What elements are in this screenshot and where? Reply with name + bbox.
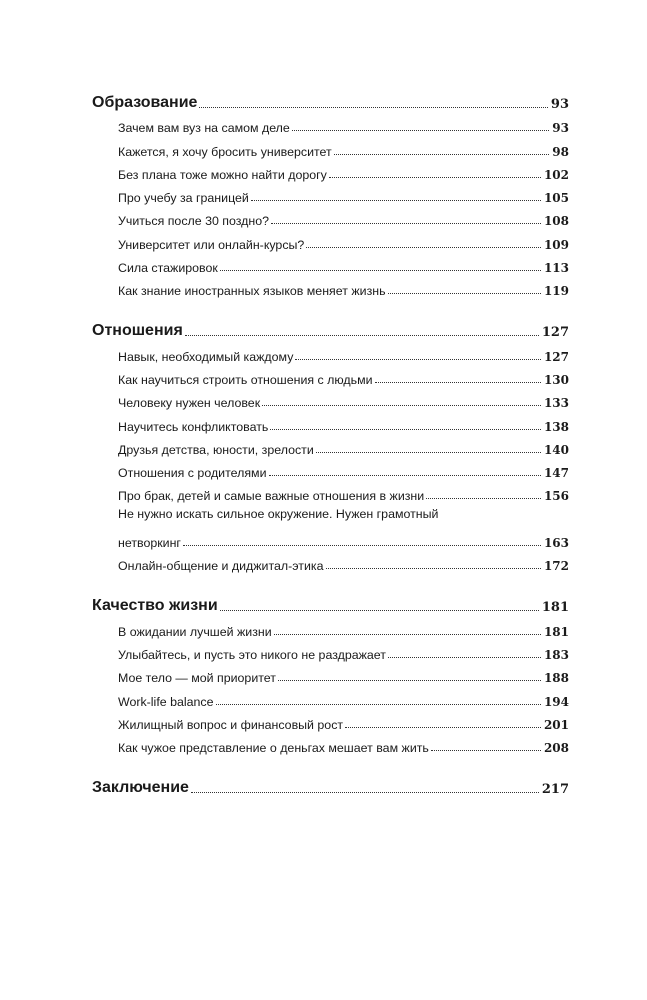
page-number: 181 (543, 624, 569, 639)
page-number: 217 (541, 782, 569, 798)
toc-entry[interactable] (118, 615, 569, 638)
dot-leader (431, 750, 541, 751)
toc-entry[interactable] (118, 182, 569, 205)
toc-entry[interactable] (118, 503, 569, 550)
page-number: 188 (543, 671, 569, 686)
toc-entry[interactable] (118, 685, 569, 708)
entry-title: Кажется, я хочу бросить университет (118, 144, 332, 159)
page-number: 127 (541, 325, 569, 341)
page-number: 181 (541, 600, 569, 616)
dot-leader (278, 680, 541, 681)
table-of-contents (92, 86, 569, 797)
entry-title: Зачем вам вуз на самом деле (118, 121, 290, 136)
entry-title: Work-life balance (118, 694, 214, 709)
toc-entry[interactable] (118, 228, 569, 251)
page-number: 109 (543, 237, 569, 252)
dot-leader (388, 293, 541, 294)
dot-leader (269, 475, 541, 476)
page-number: 130 (543, 372, 569, 387)
page-number: 108 (543, 214, 569, 229)
dot-leader (388, 657, 541, 658)
page-number: 208 (543, 741, 569, 756)
page-number: 172 (543, 559, 569, 574)
entry-title: Про учебу за границей (118, 191, 249, 206)
entry-title: Учиться после 30 поздно? (118, 214, 270, 229)
toc-entry[interactable] (118, 159, 569, 182)
dot-leader (345, 727, 541, 728)
toc-entry[interactable] (118, 550, 569, 573)
dot-leader (329, 177, 541, 178)
dot-leader (295, 359, 541, 360)
entry-title: Мое тело — мой приоритет (118, 671, 276, 686)
toc-entry[interactable] (118, 480, 569, 503)
page-number: 105 (543, 191, 569, 206)
entry-title: В ожидании лучшей жизни (118, 624, 272, 639)
entry-title: Навык, необходимый каждому (118, 349, 294, 364)
dot-leader (316, 452, 541, 453)
entry-title: Университет или онлайн-курсы? (118, 237, 305, 252)
page-number: 201 (543, 717, 569, 732)
toc-entry[interactable] (118, 387, 569, 410)
dot-leader (220, 610, 539, 611)
toc-entry[interactable] (118, 340, 569, 363)
entry-title: Человеку нужен человек (118, 396, 261, 411)
dot-leader (185, 335, 539, 336)
dot-leader (199, 107, 547, 108)
entry-title-continuation (118, 527, 569, 550)
toc-entry[interactable] (118, 135, 569, 158)
dot-leader (426, 498, 541, 499)
chapter-title: Качество жизни (92, 597, 218, 615)
dot-leader (271, 223, 541, 224)
toc-entry[interactable] (118, 709, 569, 732)
page-number: 138 (543, 419, 569, 434)
entry-title: Как чужое представление о деньгах мешает вам жить (118, 741, 429, 756)
entry-title: Сила стажировок (118, 261, 218, 276)
dot-leader (270, 429, 541, 430)
entry-title: Отношения с родителями (118, 466, 267, 481)
entry-title: нетворкинг (118, 536, 181, 551)
entry-title: Научитесь конфликтовать (118, 419, 269, 434)
toc-entry[interactable] (118, 252, 569, 275)
toc-entry[interactable] (118, 275, 569, 298)
page-number: 98 (552, 144, 569, 159)
dot-leader (326, 568, 541, 569)
dot-leader (292, 130, 549, 131)
chapter-title: Заключение (92, 779, 189, 797)
entry-title: Как научиться строить отношения с людьми (118, 372, 373, 387)
toc-entry[interactable] (118, 364, 569, 387)
page-number: 194 (543, 694, 569, 709)
section-spacer (92, 755, 569, 771)
page-number: 133 (543, 396, 569, 411)
section-spacer (92, 573, 569, 589)
entry-title: Онлайн-общение и диджитал-этика (118, 559, 324, 574)
toc-entry[interactable] (118, 205, 569, 228)
toc-entry[interactable] (118, 434, 569, 457)
entry-title: Без плана тоже можно найти дорогу (118, 167, 327, 182)
page-number: 119 (543, 284, 569, 299)
dot-leader (220, 270, 541, 271)
dot-leader (334, 154, 550, 155)
entry-title: Как знание иностранных языков меняет жизнь (118, 284, 386, 299)
toc-entry[interactable] (118, 112, 569, 135)
page-number: 113 (543, 261, 569, 276)
dot-leader (191, 792, 539, 793)
page-number: 140 (543, 442, 569, 457)
toc-entry[interactable] (118, 732, 569, 755)
page-number: 93 (550, 97, 569, 112)
page-number: 102 (543, 167, 569, 182)
chapter-title: Отношения (92, 322, 183, 340)
dot-leader (251, 200, 541, 201)
entry-title: Не нужно искать сильное окружение. Нужен грамотный (118, 507, 439, 522)
entry-title: Жилищный вопрос и финансовый рост (118, 717, 344, 732)
section-spacer (92, 298, 569, 314)
toc-entry[interactable] (118, 662, 569, 685)
dot-leader (306, 247, 541, 248)
entry-title: Про брак, детей и самые важные отношения в жизни (118, 489, 425, 504)
toc-entry[interactable] (118, 457, 569, 480)
toc-entry[interactable] (118, 410, 569, 433)
chapter-entry-quality-of-life[interactable] (92, 589, 569, 615)
toc-entry[interactable] (118, 639, 569, 662)
chapter-entry-education[interactable] (92, 86, 569, 112)
chapter-title: Образование (92, 94, 198, 111)
dot-leader (262, 405, 541, 406)
chapter-entry-relationships[interactable] (92, 314, 569, 340)
page-number: 163 (543, 536, 569, 551)
page-number: 156 (543, 489, 569, 504)
dot-leader (183, 545, 541, 546)
page-number: 147 (543, 466, 569, 481)
page-number: 127 (543, 349, 569, 364)
entry-title: Улыбайтесь, и пусть это никого не раздражает (118, 647, 386, 662)
page-number: 183 (543, 647, 569, 662)
dot-leader (216, 704, 541, 705)
entry-title: Друзья детства, юности, зрелости (118, 442, 314, 457)
chapter-entry-conclusion[interactable] (92, 771, 569, 797)
dot-leader (375, 382, 541, 383)
page-number: 93 (552, 121, 569, 136)
dot-leader (274, 634, 541, 635)
